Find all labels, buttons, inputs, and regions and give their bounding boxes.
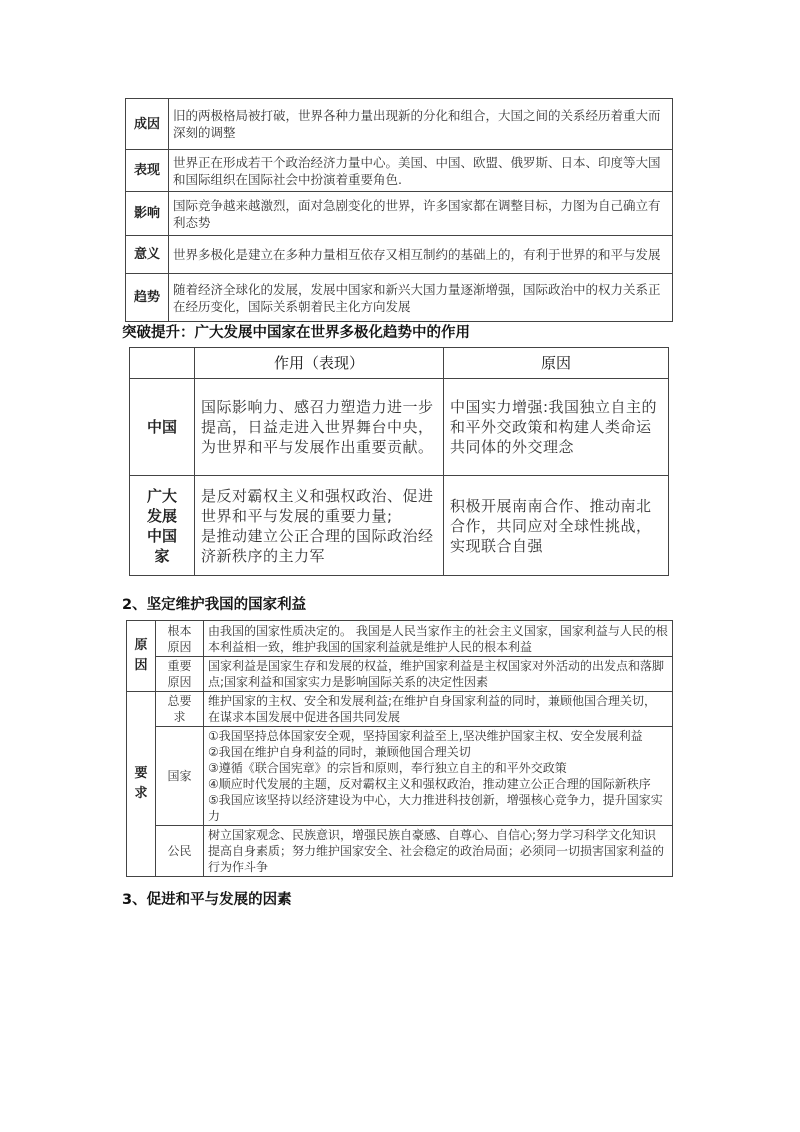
role-cell xyxy=(195,476,444,576)
section-heading-3: 3、促进和平与发展的因素 xyxy=(122,892,292,908)
table-row xyxy=(127,727,673,826)
list-item: ②我国在维护自身利益的同时，兼顾他国合理关切 xyxy=(208,745,471,759)
row-key: 中国 xyxy=(130,379,195,476)
table-row xyxy=(127,657,673,692)
table-row xyxy=(130,379,669,476)
section-heading-2: 2、坚定维护我国的国家利益 xyxy=(122,597,307,613)
role-cell xyxy=(195,379,444,476)
national-interest-table xyxy=(126,620,673,877)
table-row xyxy=(130,476,669,576)
reason-text: 中国实力增强:我国独立自主的和平外交政策和构建人类命运共同体的外交理念 xyxy=(450,398,658,456)
row-key: 影响 xyxy=(126,192,169,236)
column-header-role: 作用（表现） xyxy=(195,348,444,379)
row-value: 国家利益是国家生存和发展的权益，维护国家利益是主权国家对外活动的出发点和落脚点;国家利益和国家实力是影响国际关系的决定性因素 xyxy=(204,657,673,692)
sub-label: 重要原因 xyxy=(156,657,204,692)
table-row xyxy=(127,826,673,877)
section-heading-breakthrough: 突破提升：广大发展中国家在世界多极化趋势中的作用 xyxy=(122,325,470,341)
row-key xyxy=(130,476,195,576)
table-row xyxy=(126,192,673,236)
multipolarity-table xyxy=(125,98,673,322)
list-item: ⑤我国应该坚持以经济建设为中心，大力推进科技创新，增强核心竞争力，提升国家实力 xyxy=(208,793,663,823)
table-row xyxy=(126,99,673,150)
row-value: 随着经济全球化的发展，发展中国家和新兴大国力量逐渐增强，国际政治中的权力关系正在经历变化，国际关系朝着民主化方向发展 xyxy=(169,274,673,322)
row-value: 世界正在形成若干个政治经济力量中心。美国、中国、欧盟、俄罗斯、日本、印度等大国和国际组织在国际社会中扮演着重要角色. xyxy=(169,150,673,192)
group-label-reason: 原因 xyxy=(127,621,156,692)
table-row xyxy=(127,692,673,727)
row-key: 意义 xyxy=(126,236,169,274)
table-row xyxy=(127,621,673,657)
sub-label: 总要求 xyxy=(156,692,204,727)
row-value: 世界多极化是建立在多种力量相互依存又相互制约的基础上的，有利于世界的和平与发展 xyxy=(169,236,673,274)
corner-cell xyxy=(130,348,195,379)
list-item: ③遵循《联合国宪章》的宗旨和原则，奉行独立自主的和平外交政策 xyxy=(208,761,567,775)
table-row xyxy=(126,274,673,322)
row-value: 旧的两极格局被打破，世界各种力量出现新的分化和组合，大国之间的关系经历着重大而深刻的调整 xyxy=(169,99,673,150)
row-value: 维护国家的主权、安全和发展利益;在维护自身国家利益的同时，兼顾他国合理关切，在谋求本国发展中促进各国共同发展 xyxy=(204,692,673,727)
group-label-require: 要求 xyxy=(127,692,156,877)
row-value: 国际竞争越来越激烈，面对急剧变化的世界，许多国家都在调整目标，力图为自己确立有利态势 xyxy=(169,192,673,236)
reason-cell xyxy=(444,476,669,576)
row-value xyxy=(204,727,673,826)
sub-label: 国家 xyxy=(156,727,204,826)
list-item: ①我国坚持总体国家安全观，坚持国家利益至上,坚决维护国家主权、安全发展利益 xyxy=(208,729,643,743)
list-item: ④顺应时代发展的主题，反对霸权主义和强权政治，推动建立公正合理的国际新秩序 xyxy=(208,777,651,791)
column-header-reason: 原因 xyxy=(444,348,669,379)
row-value: 由我国的国家性质决定的。 我国是人民当家作主的社会主义国家，国家利益与人民的根本利益相一致，维护我国的国家利益就是维护人民的根本利益 xyxy=(204,621,673,657)
reason-text: 积极开展南南合作、推动南北合作，共同应对全球性挑战，实现联合自强 xyxy=(450,496,652,555)
table-header-row xyxy=(130,348,669,379)
sub-label: 公民 xyxy=(156,826,204,877)
table-row xyxy=(126,236,673,274)
row-key: 成因 xyxy=(126,99,169,150)
developing-countries-table xyxy=(129,347,669,576)
row-key-text: 广大发展中国家 xyxy=(146,486,177,565)
table-row xyxy=(126,150,673,192)
reason-cell xyxy=(444,379,669,476)
role-text: 是推动建立公正合理的国际政治经济新秩序的主力军 xyxy=(201,526,434,565)
row-key: 表现 xyxy=(126,150,169,192)
row-key: 趋势 xyxy=(126,274,169,322)
role-text: 是反对霸权主义和强权政治、促进世界和平与发展的重要力量; xyxy=(201,486,434,525)
sub-label: 根本原因 xyxy=(156,621,204,657)
role-text: 国际影响力、感召力塑造力进一步提高，日益走进入世界舞台中央，为世界和平与发展作出重要贡献。 xyxy=(201,398,434,456)
row-value: 树立国家观念、民族意识，增强民族自豪感、自尊心、自信心;努力学习科学文化知识提高自身素质；努力维护国家安全、社会稳定的政治局面；必须同一切损害国家利益的行为作斗争 xyxy=(204,826,673,877)
